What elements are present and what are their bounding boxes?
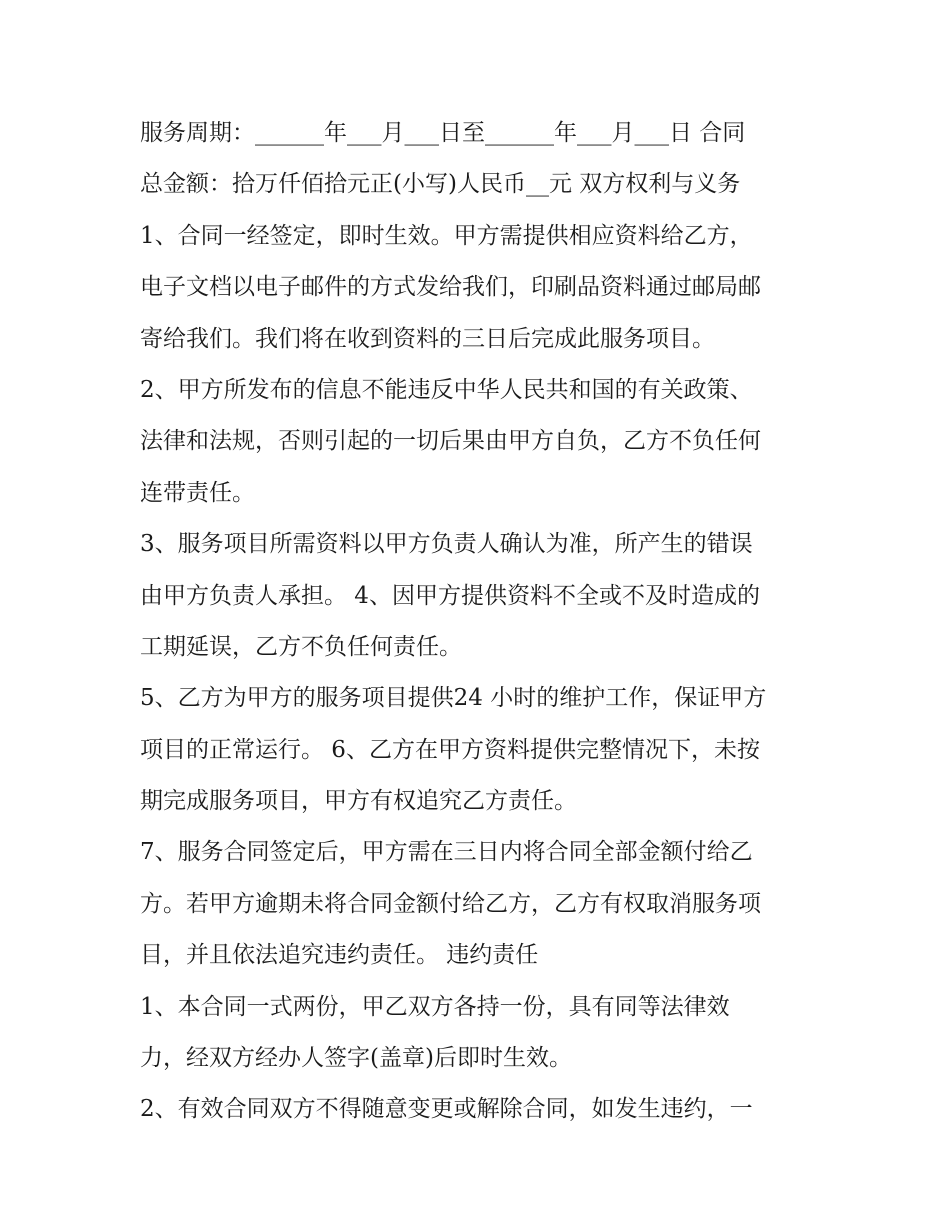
text-line-breach-2: 2、有效合同双方不得随意变更或解除合同，如发生违约，一 [140, 1096, 753, 1123]
text-line-total-amount: 总金额：拾万仟佰拾元正(小写)人民币__元 双方权利与义务 [140, 171, 741, 198]
text-line-service-period: 服务周期：______年___月___日至______年___月___日 合同 [140, 120, 746, 146]
text-line-clause-1c: 寄给我们。我们将在收到资料的三日后完成此服务项目。 [140, 325, 715, 352]
text-line-clause-7c: 目，并且依法追究违约责任。 违约责任 [140, 942, 539, 969]
text-line-breach-1a: 1、本合同一式两份，甲乙双方各持一份，具有同等法律效 [140, 993, 730, 1020]
text-line-clause-1b: 电子文档以电子邮件的方式发给我们，印刷品资料通过邮局邮 [140, 274, 761, 301]
text-line-clause-2c: 连带责任。 [140, 479, 255, 506]
text-line-clause-7a: 7、服务合同签定后，甲方需在三日内将合同全部金额付给乙 [140, 839, 753, 866]
text-line-breach-1b: 力，经双方经办人签字(盖章)后即时生效。 [140, 1045, 572, 1072]
text-line-clause-2b: 法律和法规，否则引起的一切后果由甲方自负，乙方不负任何 [140, 428, 761, 455]
text-line-clause-3b: 由甲方负责人承担。 4、因甲方提供资料不全或不及时造成的 [140, 582, 760, 609]
text-line-clause-5b: 项目的正常运行。 6、乙方在甲方资料提供完整情况下，未按 [140, 736, 760, 763]
text-line-clause-2a: 2、甲方所发布的信息不能违反中华人民共和国的有关政策、 [140, 376, 753, 403]
text-line-clause-4: 工期延误，乙方不负任何责任。 [140, 633, 462, 660]
text-line-clause-6: 期完成服务项目，甲方有权追究乙方责任。 [140, 788, 577, 815]
text-line-clause-5a: 5、乙方为甲方的服务项目提供24 小时的维护工作，保证甲方 [140, 685, 767, 712]
text-line-clause-1a: 1、合同一经签定，即时生效。甲方需提供相应资料给乙方， [140, 222, 753, 249]
contract-text [140, 108, 830, 1136]
text-line-clause-3a: 3、服务项目所需资料以甲方负责人确认为准，所产生的错误 [140, 531, 753, 558]
text-line-clause-7b: 方。若甲方逾期未将合同金额付给乙方，乙方有权取消服务项 [140, 890, 761, 917]
